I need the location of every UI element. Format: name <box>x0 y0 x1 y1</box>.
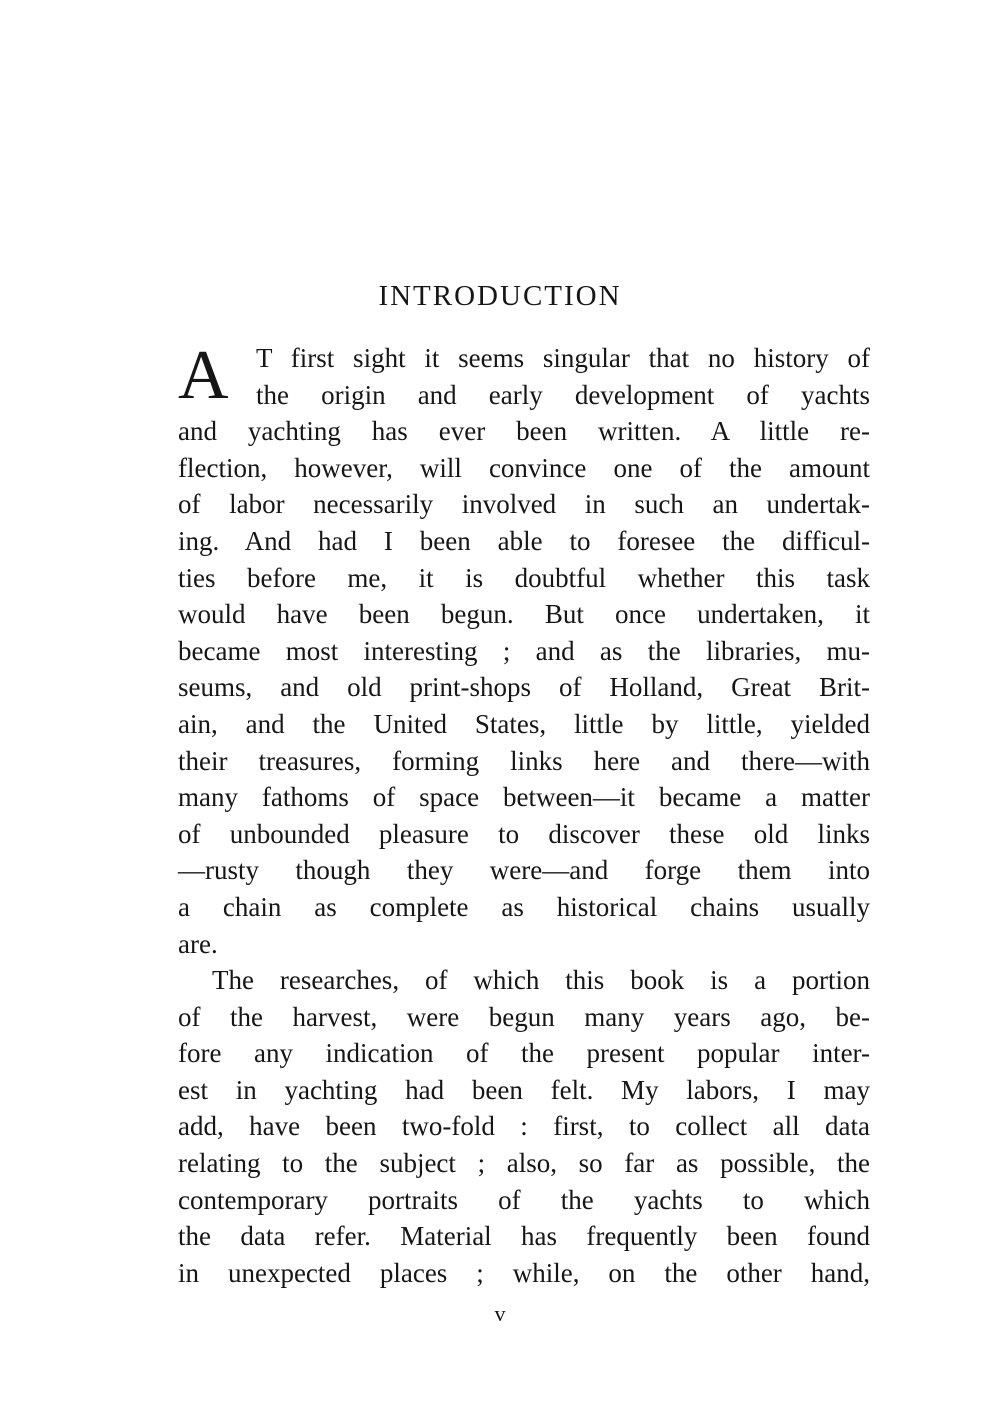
text-line: ain, and the United States, little by little, yielded <box>178 708 870 739</box>
chapter-heading: INTRODUCTION <box>378 280 622 312</box>
text-line: ties before me, it is doubtful whether this task <box>178 562 870 593</box>
text-line: and yachting has ever been written. A little re- <box>178 416 870 447</box>
text-line: are. <box>178 928 218 959</box>
text-line: contemporary portraits of the yachts to which <box>178 1184 870 1215</box>
text-line: the data refer. Material has frequently been found <box>178 1221 870 1252</box>
text-line: —rusty though they were—and forge them into <box>178 855 870 886</box>
text-line: of unbounded pleasure to discover these old links <box>178 818 870 849</box>
text-line: fore any indication of the present popular inter- <box>178 1038 870 1069</box>
text-line: of the harvest, were begun many years ago, be- <box>178 1001 870 1032</box>
text-line: of labor necessarily involved in such an undertak- <box>178 489 870 520</box>
text-line: ing. And had I been able to foresee the difficul- <box>178 525 870 556</box>
text-line: est in yachting had been felt. My labors, I may <box>178 1074 870 1105</box>
body-text <box>178 337 870 1291</box>
paragraph-1 <box>178 337 870 962</box>
text-line: add, have been two-fold : first, to collect all data <box>178 1111 870 1142</box>
text-line: T first sight it seems singular that no history of <box>256 343 870 373</box>
text-line: relating to the subject ; also, so far as possible, the <box>178 1148 870 1179</box>
text-line: became most interesting ; and as the libraries, mu- <box>178 635 870 666</box>
text-line: many fathoms of space between—it became a matter <box>178 782 870 813</box>
text-line: would have been begun. But once undertaken, it <box>178 599 870 630</box>
drop-cap: A <box>178 337 229 414</box>
text-line: seums, and old print-shops of Holland, Great Brit- <box>178 672 870 703</box>
paragraph-2 <box>178 962 870 1291</box>
text-line: the origin and early development of yachts <box>256 379 870 410</box>
text-line: flection, however, will convince one of the amount <box>178 452 870 483</box>
text-line: The researches, of which this book is a portion <box>212 965 870 996</box>
page-number: v <box>494 1301 506 1326</box>
text-line: in unexpected places ; while, on the other hand, <box>178 1257 870 1288</box>
text-line: a chain as complete as historical chains usually <box>178 891 870 922</box>
text-line: their treasures, forming links here and there—with <box>178 745 870 776</box>
